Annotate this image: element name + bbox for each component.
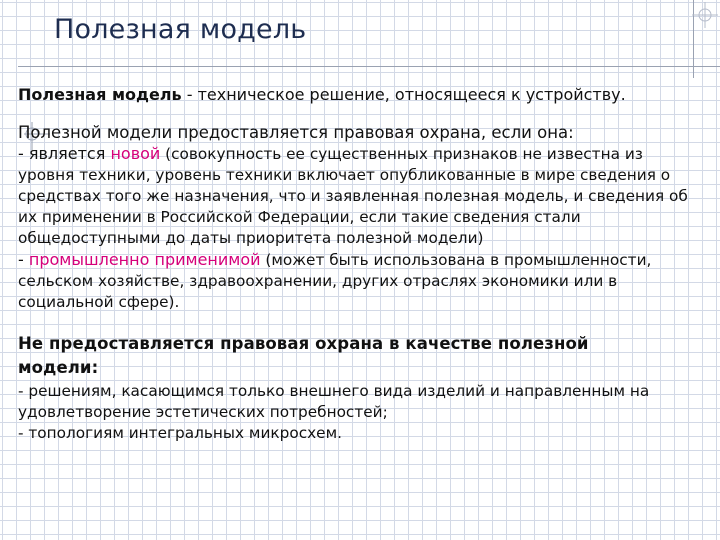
- industrial-prefix: -: [18, 250, 29, 269]
- novelty-term: новой: [110, 144, 161, 163]
- not-protected-item-1-line-2: удовлетворение эстетических потребностей;: [18, 403, 388, 421]
- novelty-line-1-rest: (совокупность ее существенных признаков не известна из: [160, 145, 643, 163]
- novelty-prefix: - является: [18, 144, 111, 163]
- novelty-line-2: уровня техники, уровень техники включает опубликованные в мире сведения о: [18, 166, 671, 184]
- not-protected-item-1-line-1: - решениям, касающимся только внешнего вида изделий и направленным на: [18, 382, 650, 400]
- not-protected-heading-line-2: модели:: [18, 358, 99, 377]
- not-protected-heading-line-1: Не предоставляется правовая охрана в качестве полезной: [18, 334, 589, 353]
- corner-crosshair-decoration: [692, 2, 718, 28]
- definition-text: - техническое решение, относящееся к устройству.: [181, 85, 626, 104]
- slide-title: Полезная модель: [54, 14, 307, 45]
- industrial-term: промышленно применимой: [28, 250, 261, 269]
- industrial-line-1: [18, 249, 714, 271]
- slide-content: [18, 84, 714, 444]
- not-protected-list: [18, 381, 714, 444]
- industrial-line-2: сельском хозяйстве, здравоохранении, других отраслях экономики или в: [18, 272, 618, 290]
- not-protected-item-2: - топологиям интегральных микросхем.: [18, 424, 342, 442]
- novelty-line-3: средствах того же назначения, что и заявленная полезная модель, и сведения об: [18, 187, 688, 205]
- novelty-line-4: их применении в Российской Федерации, если такие сведения стали: [18, 208, 581, 226]
- novelty-line-5: общедоступными до даты приоритета полезной модели): [18, 229, 484, 247]
- protection-intro: Полезной модели предоставляется правовая охрана, если она:: [18, 123, 574, 142]
- title-rule: [18, 66, 720, 67]
- not-protected-heading: [18, 332, 714, 380]
- definition-term: Полезная модель: [18, 85, 182, 104]
- industrial-line-1-rest: (может быть использована в промышленности,: [260, 251, 652, 269]
- industrial-line-3: социальной сфере).: [18, 293, 180, 311]
- definition-paragraph: [18, 84, 714, 105]
- protection-block: [18, 122, 714, 313]
- novelty-line-1: [18, 143, 714, 165]
